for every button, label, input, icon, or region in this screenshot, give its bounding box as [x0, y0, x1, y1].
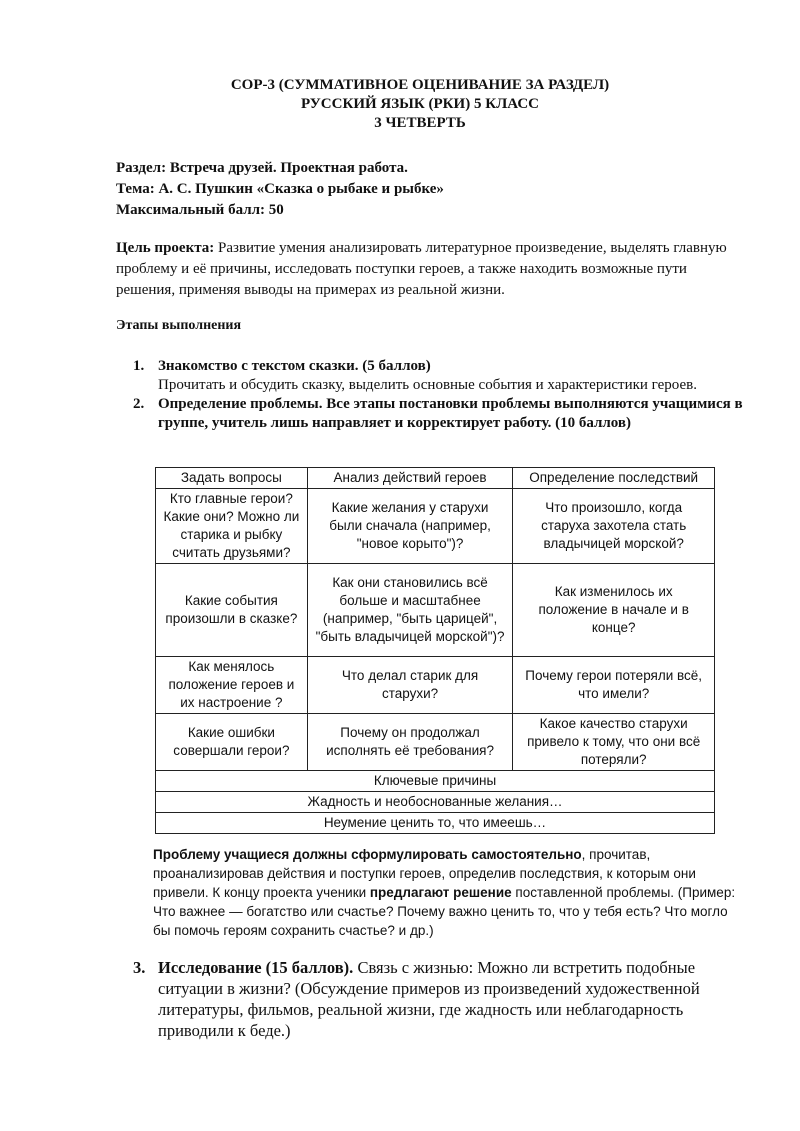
project-goal	[116, 238, 736, 301]
table-cell: Какие желания у старухи были сначала (например, "новое корыто")?	[307, 489, 513, 564]
problem-paragraph	[153, 845, 743, 940]
document-meta	[116, 158, 444, 221]
paragraph-bold: Проблему учащиеся должны сформулировать самостоятельно	[153, 847, 582, 862]
step-item	[133, 357, 753, 395]
research-text: Связь с жизнью: Можно ли встретить подобные ситуации в жизни? (Обсуждение примеров из произведений художественной литературы, фильмов, реальной жизни, где жадность или неблагодарность приводили к беде.)	[158, 958, 700, 1040]
table-cell: Что произошло, когда старуха захотела стать владычицей морской?	[513, 489, 715, 564]
goal-label: Цель проекта:	[116, 240, 215, 256]
analysis-table	[155, 467, 715, 834]
paragraph-text: поставленной проблемы. (Пример: Что важнее — богатство или счастье? Почему важно ценить то, что у тебя есть? Что могло бы помочь героям сохранить счастье? и др.)	[153, 885, 736, 938]
table-footer-row	[156, 813, 715, 834]
steps-list	[133, 357, 753, 433]
paragraph-text: , прочитав, проанализировав действия и поступки героев, определив последствия, к которым они привели. К концу проекта ученики	[153, 847, 696, 900]
research-step	[133, 957, 748, 1041]
step-number: 2.	[133, 396, 145, 412]
table-cell: Почему герои потеряли всё, что имели?	[513, 657, 715, 714]
research-title: Исследование (15 баллов).	[158, 958, 354, 977]
max-score-line: Максимальный балл: 50	[116, 202, 284, 218]
table-cell: Какие ошибки совершали герои?	[156, 714, 308, 771]
table-header-cell: Анализ действий героев	[307, 468, 513, 489]
title-line-3: 3 ЧЕТВЕРТЬ	[374, 115, 466, 131]
table-cell: Как менялось положение героев и их настроение ?	[156, 657, 308, 714]
table-footer-row	[156, 771, 715, 792]
table-cell: Какое качество старухи привело к тому, что они всё потеряли?	[513, 714, 715, 771]
step-number: 3.	[133, 958, 146, 977]
section-line: Раздел: Встреча друзей. Проектная работа.	[116, 160, 408, 176]
table-header-cell: Определение последствий	[513, 468, 715, 489]
key-causes-heading: Ключевые причины	[156, 771, 715, 792]
goal-text: Развитие умения анализировать литературное произведение, выделять главную проблему и её причины, исследовать поступки героев, а также находить возможные пути решения, применяя выводы на примерах из реальной жизни.	[116, 240, 727, 298]
step-number: 1.	[133, 358, 145, 374]
table-header-cell: Задать вопросы	[156, 468, 308, 489]
step-title: Определение проблемы. Все этапы постановки проблемы выполняются учащимися в группе, учитель лишь направляет и корректирует работу. (10 баллов)	[158, 396, 743, 431]
key-cause-item: Жадность и необоснованные желания…	[156, 792, 715, 813]
document-title	[0, 76, 800, 133]
table-footer-row	[156, 792, 715, 813]
research-body	[133, 957, 748, 1041]
step-item	[133, 395, 753, 433]
table-row	[156, 657, 715, 714]
table-cell: Как изменилось их положение в начале и в конце?	[513, 564, 715, 657]
table-cell: Кто главные герои? Какие они? Можно ли старика и рыбку считать друзьями?	[156, 489, 308, 564]
key-cause-item: Неумение ценить то, что имеешь…	[156, 813, 715, 834]
table-row	[156, 489, 715, 564]
paragraph-bold: предлагают решение	[369, 885, 512, 900]
table-cell: Как они становились всё больше и масштабнее (например, "быть царицей", "быть владычицей морской")?	[307, 564, 513, 657]
stages-heading: Этапы выполнения	[116, 318, 242, 333]
step-title: Знакомство с текстом сказки. (5 баллов)	[158, 358, 431, 374]
topic-line: Тема: А. С. Пушкин «Сказка о рыбаке и рыбке»	[116, 181, 444, 197]
title-line-1: СОР-3 (СУММАТИВНОЕ ОЦЕНИВАНИЕ ЗА РАЗДЕЛ)	[230, 77, 610, 93]
table-cell: Какие события произошли в сказке?	[156, 564, 308, 657]
table-cell: Что делал старик для старухи?	[307, 657, 513, 714]
title-line-2: РУССКИЙ ЯЗЫК (РКИ) 5 КЛАСС	[300, 96, 540, 112]
table-cell: Почему он продолжал исполнять её требования?	[307, 714, 513, 771]
table-row	[156, 714, 715, 771]
table-header-row	[156, 468, 715, 489]
table-row	[156, 564, 715, 657]
step-text: Прочитать и обсудить сказку, выделить основные события и характеристики героев.	[158, 377, 697, 393]
